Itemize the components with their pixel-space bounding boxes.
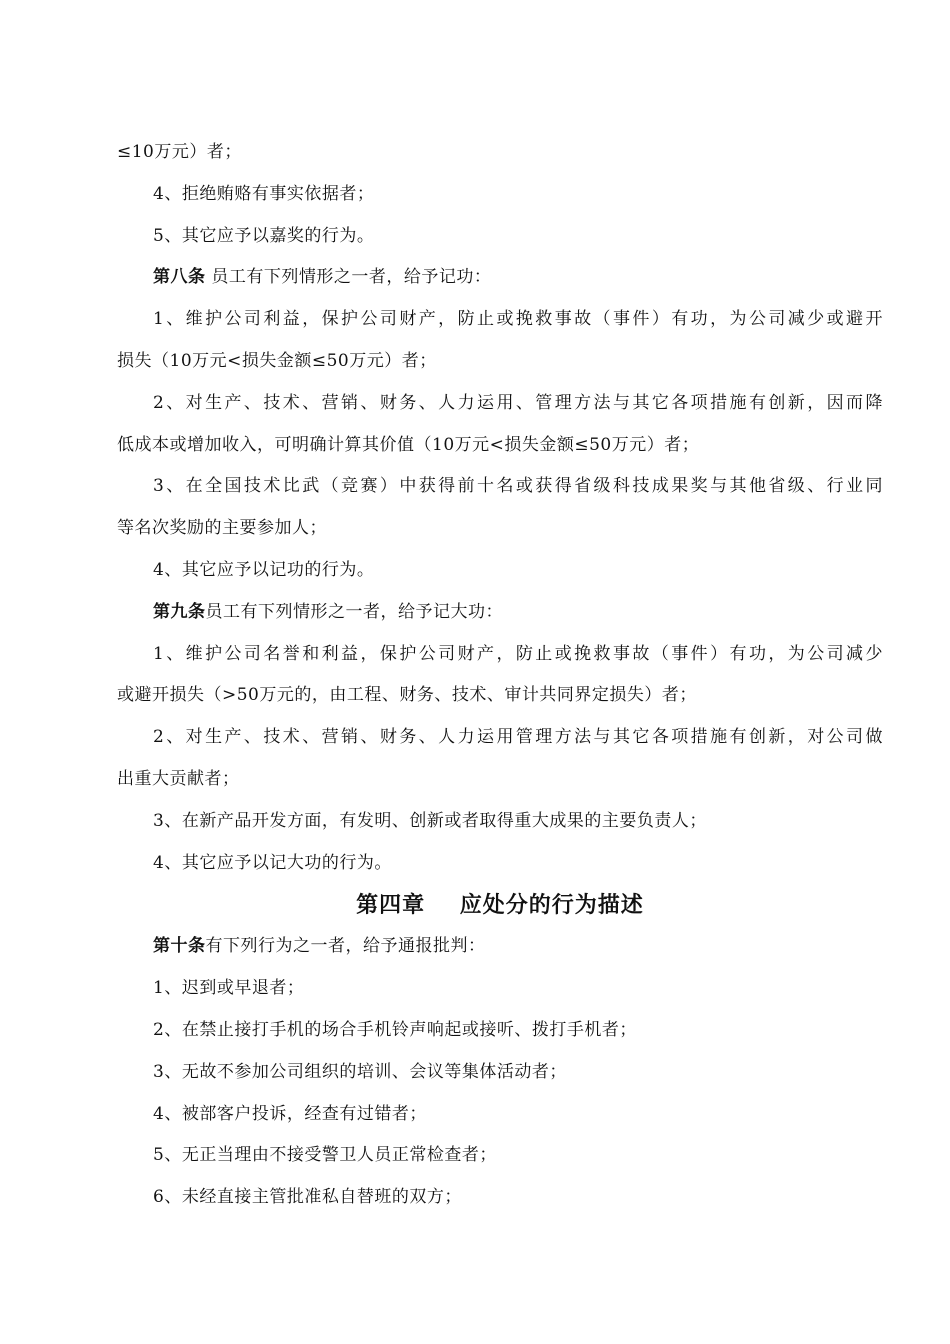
list-item: 2、对生产、技术、营销、财务、人力运用、管理方法与其它各项措施有创新，因而降 [153,392,883,413]
article-10-paragraph [117,926,883,968]
article-9-heading: 第九条 [153,601,206,622]
list-item: 5、无正当理由不接受警卫人员正常检查者； [153,1145,497,1166]
list-item: 1、维护公司名誉和利益，保护公司财产，防止或挽救事故（事件）有功，为公司减少 [153,643,883,664]
chapter-title: 第四章 应处分的行为描述 [356,892,644,919]
list-item: 6、未经直接主管批准私自替班的双方； [153,1187,462,1208]
list-item: 5、其它应予以嘉奖的行为。 [153,225,375,246]
list-item: 4、拒绝贿赂有事实依据者； [153,183,375,204]
article-10-intro: 有下列行为之一者，给予通报批判： [205,936,486,957]
list-item: 4、被部客户投诉，经查有过错者； [153,1103,427,1124]
article-9-paragraph [117,592,883,634]
article-8-intro: 员工有下列情形之一者，给予记功： [205,267,492,288]
list-item: 4、其它应予以记大功的行为。 [153,852,392,873]
list-item-continuation: 或避开损失（>50万元的，由工程、财务、技术、审计共同界定损失）者； [117,685,697,706]
document-body [117,132,883,1219]
list-item: 3、在全国技术比武（竞赛）中获得前十名或获得省级科技成果奖与其他省级、行业同 [153,476,883,497]
article-8-paragraph [117,257,883,299]
list-item-continuation: 等名次奖励的主要参加人； [117,518,327,539]
list-item: 2、在禁止接打手机的场合手机铃声响起或接听、拨打手机者； [153,1019,637,1040]
list-item: 4、其它应予以记功的行为。 [153,559,375,580]
list-item: 1、迟到或早退者； [153,978,305,999]
list-item-continuation: 出重大贡献者； [117,768,240,789]
text-line: ≤10万元）者； [117,142,242,162]
list-item-continuation: 损失（10万元<损失金额≤50万元）者； [117,350,437,371]
article-9-intro: 员工有下列情形之一者，给予记大功： [205,601,503,622]
article-8-heading: 第八条 [153,267,206,288]
list-item: 1、维护公司利益，保护公司财产，防止或挽救事故（事件）有功，为公司减少或避开 [153,309,883,330]
list-item: 2、对生产、技术、营销、财务、人力运用管理方法与其它各项措施有创新，对公司做 [153,727,883,748]
list-item-continuation: 低成本或增加收入，可明确计算其价值（10万元<损失金额≤50万元）者； [117,434,700,455]
article-10-heading: 第十条 [153,936,206,957]
list-item: 3、无故不参加公司组织的培训、会议等集体活动者； [153,1061,567,1082]
list-item: 3、在新产品开发方面，有发明、创新或者取得重大成果的主要负责人； [153,810,707,831]
